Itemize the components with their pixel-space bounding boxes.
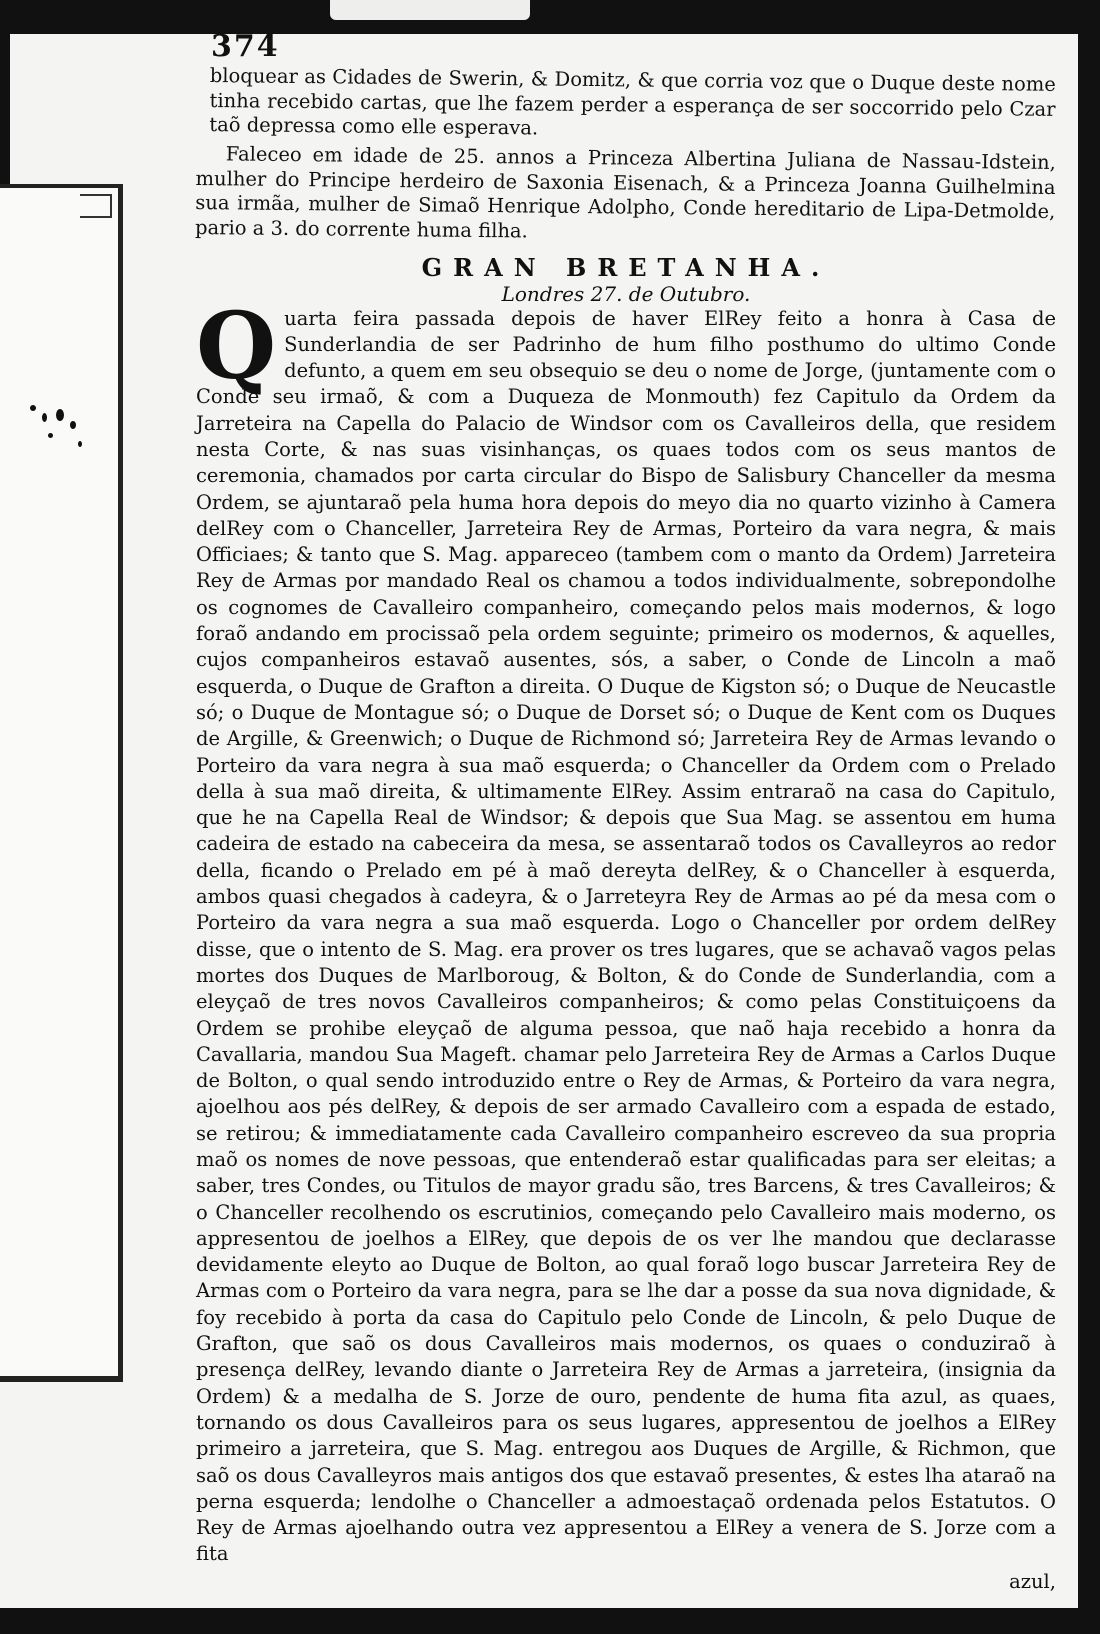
page-tab <box>80 194 112 218</box>
scan-notch <box>330 0 530 20</box>
facing-page-edge <box>0 184 123 1382</box>
dateline: Londres 27. de Outubro. <box>501 281 751 306</box>
scan-border-right <box>1078 0 1100 1634</box>
drop-cap: Q <box>196 291 277 400</box>
obituary-paragraph: Faleceo em idade de 25. annos a Princeza Albertina Juliana de Nassau-Idstein, mulher do Principe herdeiro de Saxonia Eisenach, & a Princeza Joanna Guilhelmina sua irmãa, mulher de Simaõ Henrique Adolpho, Conde hereditario de Lipa-Detmolde, pario a 3. do corrente huma filha. <box>194 141 1056 242</box>
section-heading: GRAN BRETANHA. <box>421 252 831 282</box>
catchword: azul, <box>1009 1569 1056 1593</box>
scan-border-bottom <box>0 1608 1100 1634</box>
article-paragraph: uarta feira passada depois de haver ElRey feito a honra à Casa de Sunderlandia de ser Padrinho de hum filho posthumo do ultimo Conde defunto, a quem em seu obsequio se deu o nome de Jorge, (juntamente com o Conde seu irmaõ, & com a Duqueza de Monmouth) fez Capitulo da Ordem da Jarreteira na Capella do Palacio de Windsor com os Cavalleiros della, que residem nesta Corte, & nas suas visinhanças, os quaes todos com os seus mantos de ceremonia, chamados por carta circular do Bispo de Salisbury Chanceller da mesma Ordem, se ajuntaraõ pela huma hora depois do meyo dia no quarto vizinho à Camera delRey com o Chanceller, Jarreteira Rey de Armas, Porteiro da vara negra, & mais Officiaes; & tanto que S. Mag. appareceo (tambem com o manto da Ordem) Jarreteira Rey de Armas por mandado Real os chamou a todos individualmente, sobrepondolhe os cognomes de Cavalleiro companheiro, começando pelos mais modernos, & logo foraõ andando em procissaõ pela ordem seguinte; primeiro os modernos, & aquelles, cujos companheiros estavaõ ausentes, sós, a saber, o Conde de Lincoln a maõ esquerda, o Duque de Grafton a direita. O Duque de Kigston só; o Duque de Neucastle só; o Duque de Montague só; o Duque de Dorset só; o Duque de Kent com os Duques de Argille, & Greenwich; o Duque de Richmond só; Jarreteira Rey de Armas levando o Porteiro da vara negra à sua maõ esquerda; o Chanceller da Ordem com o Prelado della à sua maõ direita, & ultimamente ElRey. Assim entraraõ na casa do Capitulo, que he na Capella Real de Windsor; & depois que Sua Mag. se assentou em huma cadeira de estado na cabeceira da mesa, se assentaraõ todos os Cavalleyros ao redor della, ficando o Prelado em pé à maõ dereyta delRey, & o Chanceller à esquerda, ambos quasi chegados à cadeyra, & o Jarreteyra Rey de Armas ao pé da mesa com o Porteiro da vara negra a sua maõ esquerda. Logo o Chanceller por ordem delRey disse, que o intento de S. Mag. era prover os tres lugares, que se achavaõ vagos pelas mortes dos Duques de Marlboroug, & Bolton, & do Conde de Sunderlandia, com a eleyçaõ de tres novos Cavalleiros companheiros; & como pelas Constituiçoens da Ordem se prohibe eleyçaõ de alguma pessoa, que naõ haja recebido a honra da Cavallaria, mandou Sua Mageft. chamar pelo Jarreteira Rey de Armas a Carlos Duque de Bolton, o qual sendo introduzido entre o Rey de Armas, & Porteiro da vara negra, ajoelhou aos pés delRey, & depois de ser armado Cavalleiro com a espada de estado, se retirou; & immediatamente cada Cavalleiro companheiro escreveo da sua propria maõ os nomes de nove pessoas, que entenderaõ estar qualificadas para ser eleitas; a saber, tres Condes, ou Titulos de mayor gradu são, tres Barcens, & tres Cavalleiros; & o Chanceller recolhendo os escrutinios, começando pelo Cavalleiro mais moderno, os appresentou de joelhos a ElRey, que depois de os ver lhe mandou que declarasse devidamente eleyto ao Duque de Bolton, ao qual foraõ logo buscar Jarreteira Rey de Armas com o Porteiro da vara negra, para se lhe dar a posse da sua nova dignidade, & foy recebido à porta da casa do Capitulo pelo Conde de Lincoln, & pelo Duque de Grafton, que saõ os dous Cavalleiros mais modernos, os quaes o conduziraõ à presença delRey, levando diante o Jarreteira Rey de Armas a jarreteira, (insignia da Ordem) & a medalha de S. Jorze de ouro, pendente de huma fita azul, as quaes, tornando os dous Cavalleiros para os seus lugares, appresentou de joelhos a ElRey primeiro a jarreteira, que S. Mag. entregou aos Duques de Argille, & Richmon, que saõ os dous Cavalleyros mais antigos dos que estavaõ presentes, & estes lha ataraõ na perna esquerda; lendolhe o Chanceller a admoestaçaõ ordenada pelos Estatutos. O Rey de Armas ajoelhando outra vez appresentou a ElRey a venera de S. Jorze com a fita <box>196 306 1056 1566</box>
intro-paragraph: bloquear as Cidades de Swerin, & Domitz, & que corria voz que o Duque deste nome tinha recebido cartas, que lhe fazem perder a esperança de ser soccorrido pelo Czar taõ depressa como elle esperava. <box>209 64 1056 140</box>
scan-border-top <box>0 0 1100 34</box>
scan-border-left <box>0 0 10 190</box>
printed-page <box>196 30 1056 1594</box>
page-number: 374 <box>211 29 280 64</box>
